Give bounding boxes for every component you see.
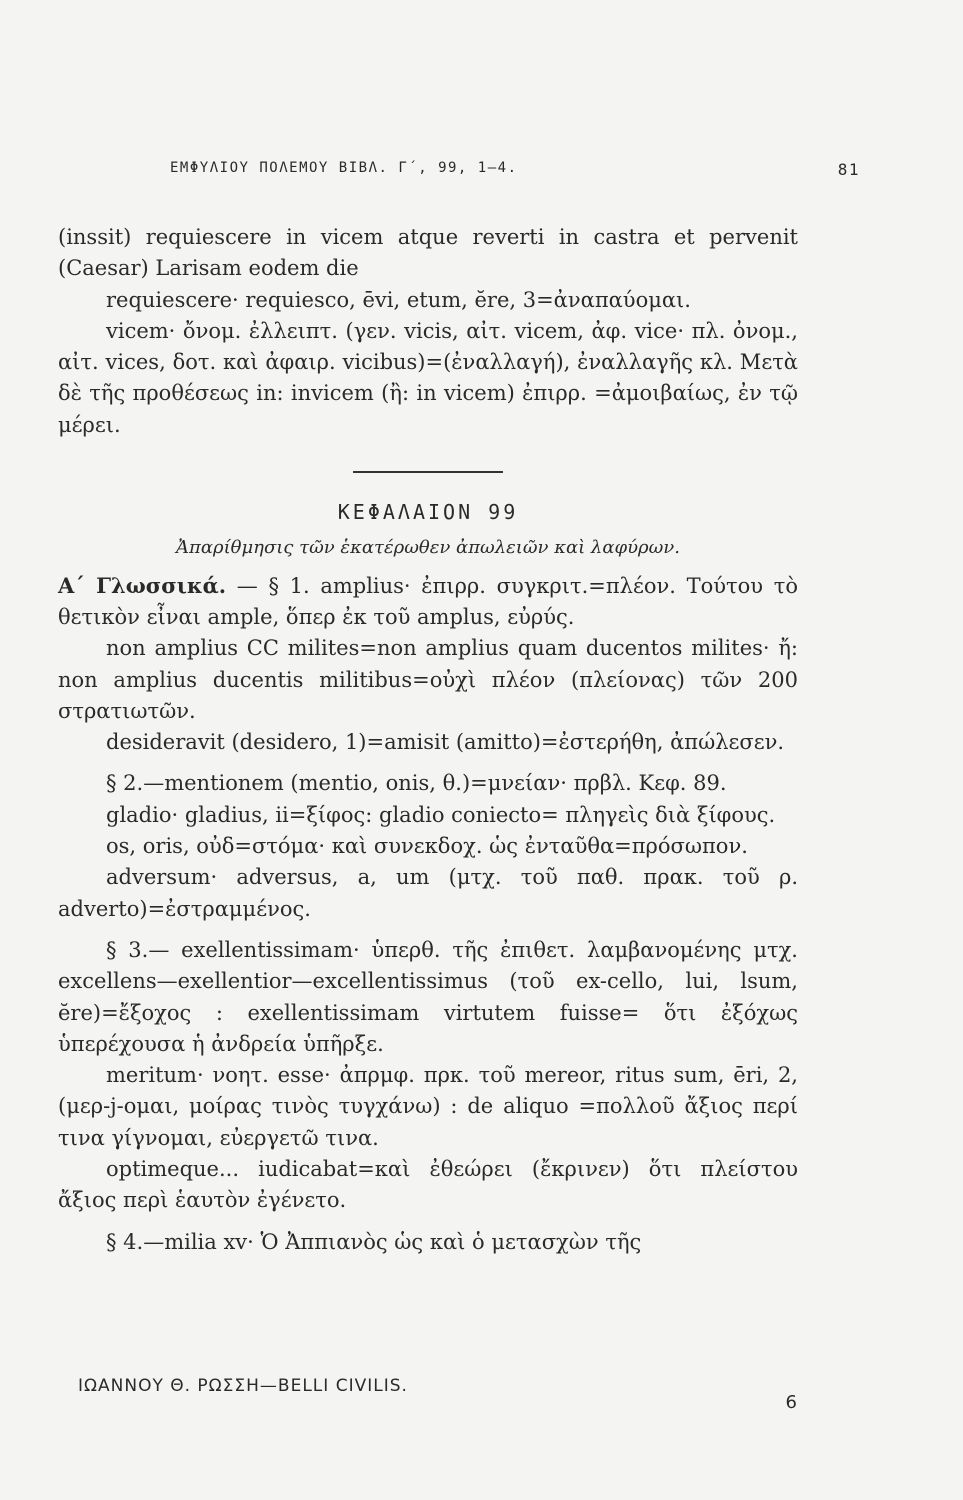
running-title: ΕΜΦΥΛΙΟΥ ΠΟΛΕΜΟΥ ΒΙΒΛ. Γ΄, 99, 1—4. [170,160,518,176]
footer-text: ΙΩΑΝΝΟΥ Θ. ΡΩΣΣΗ—BELLI CIVILIS. [78,1376,408,1396]
intro-paragraph-1: (inssit) requiescere in vicem atque reverti in castra et pervenit (Caesar) Larisam eodem die [58,225,798,281]
paragraph-meritum: meritum· νοητ. esse· ἀπρμφ. πρκ. τοῦ mereor, ritus sum, ēri, 2, (μερ-j-ομαι, μοίρας τινὸς τυγχάνω) : de aliquo =πολλοῦ ἄξιος περί τινα γίγνομαι, εὐεργετῶ τινα. [58,1063,798,1150]
chapter-subtitle: Ἀπαρίθμησις τῶν ἑκατέρωθεν ἀπωλειῶν καὶ λαφύρων. [176,537,680,559]
paragraph-adversum: adversum· adversus, a, um (μτχ. τοῦ παθ. πρακ. τοῦ ρ. adverto)=ἐστραμμένος. [58,865,798,921]
paragraph-section-2: § 2.—mentionem (mentio, onis, θ.)=μνείαν· πρβλ. Κεφ. 89. [106,771,727,796]
page-number: 81 [837,160,860,179]
section-divider [353,471,503,473]
paragraph-section-3: § 3.— exellentissimam· ὑπερθ. τῆς ἐπιθετ. λαμβανομένης μτχ. excellens—exellentior—excellentissimus (τοῦ ex-cello, lui, lsum, ĕre)=ἔξοχος : exellentissimam virtutem fuisse= ὅτι ἐξόχως ὑπερέχουσα ἡ ἀνδρεία ὑπῆρξε. [58,937,798,1056]
paragraph-optimeque: optimeque... iudicabat=καὶ ἐθεώρει (ἔκρινεν) ὅτι πλείστου ἄξιος περὶ ἑαυτὸν ἐγένετο. [58,1157,798,1213]
section-a-paragraph [58,570,798,634]
paragraph-non-amplius: non amplius CC milites=non amplius quam ducentos milites· ἤ: non amplius ducentis militibus=οὐχὶ πλέον (πλείονας) τῶν 200 στρατιωτῶν. [58,636,798,723]
running-header [170,160,860,179]
spacer [58,758,798,768]
signature-mark: 6 [785,1392,798,1413]
spacer [58,1217,798,1227]
paragraph-gladio: gladio· gladius, ii=ξίφος: gladio coniecto= πληγεὶς διὰ ξίφους. [106,802,776,827]
section-a-label: Α΄ Γλωσσικά. [58,572,227,598]
intro-paragraph-3: vicem· ὄνομ. ἐλλειπτ. (γεν. vicis, αἰτ. vicem, ἀφ. vice· πλ. ὀνομ., αἰτ. vices, δοτ. καὶ ἀφαιρ. vicibus)=(ἐναλλαγή), ἐναλλαγῆς κλ. Μετὰ δὲ τῆς προθέσεως in: invicem (ἢ: in vicem) ἐπιρρ. =ἀμοιβαίως, ἐν τῷ μέρει. [58,318,798,437]
intro-paragraph-2: requiescere· requiesco, ēvi, etum, ĕre, 3=ἀναπαύομαι. [106,287,691,312]
chapter-title: ΚΕΦΑΛΑΙΟΝ 99 [337,500,519,525]
section-a-text: — § 1. amplius· ἐπιρρ. συγκριτ.=πλέον. Τούτου τὸ θετικὸν εἶναι ample, ὅπερ ἐκ τοῦ amplus, εὐρύς. [58,573,798,629]
paragraph-desideravit: desideravit (desidero, 1)=amisit (amitto)=ἐστερήθη, ἀπώλεσεν. [106,730,785,755]
paragraph-section-4: § 4.—milia xv· Ὁ Ἀππιανὸς ὡς καὶ ὁ μετασχὼν τῆς [106,1229,642,1254]
page-footer [78,1376,798,1413]
paragraph-os: os, oris, οὐδ=στόμα· καὶ συνεκδοχ. ὡς ἐνταῦθα=πρόσωπον. [106,834,748,859]
spacer [58,925,798,935]
body-text [58,222,798,1258]
